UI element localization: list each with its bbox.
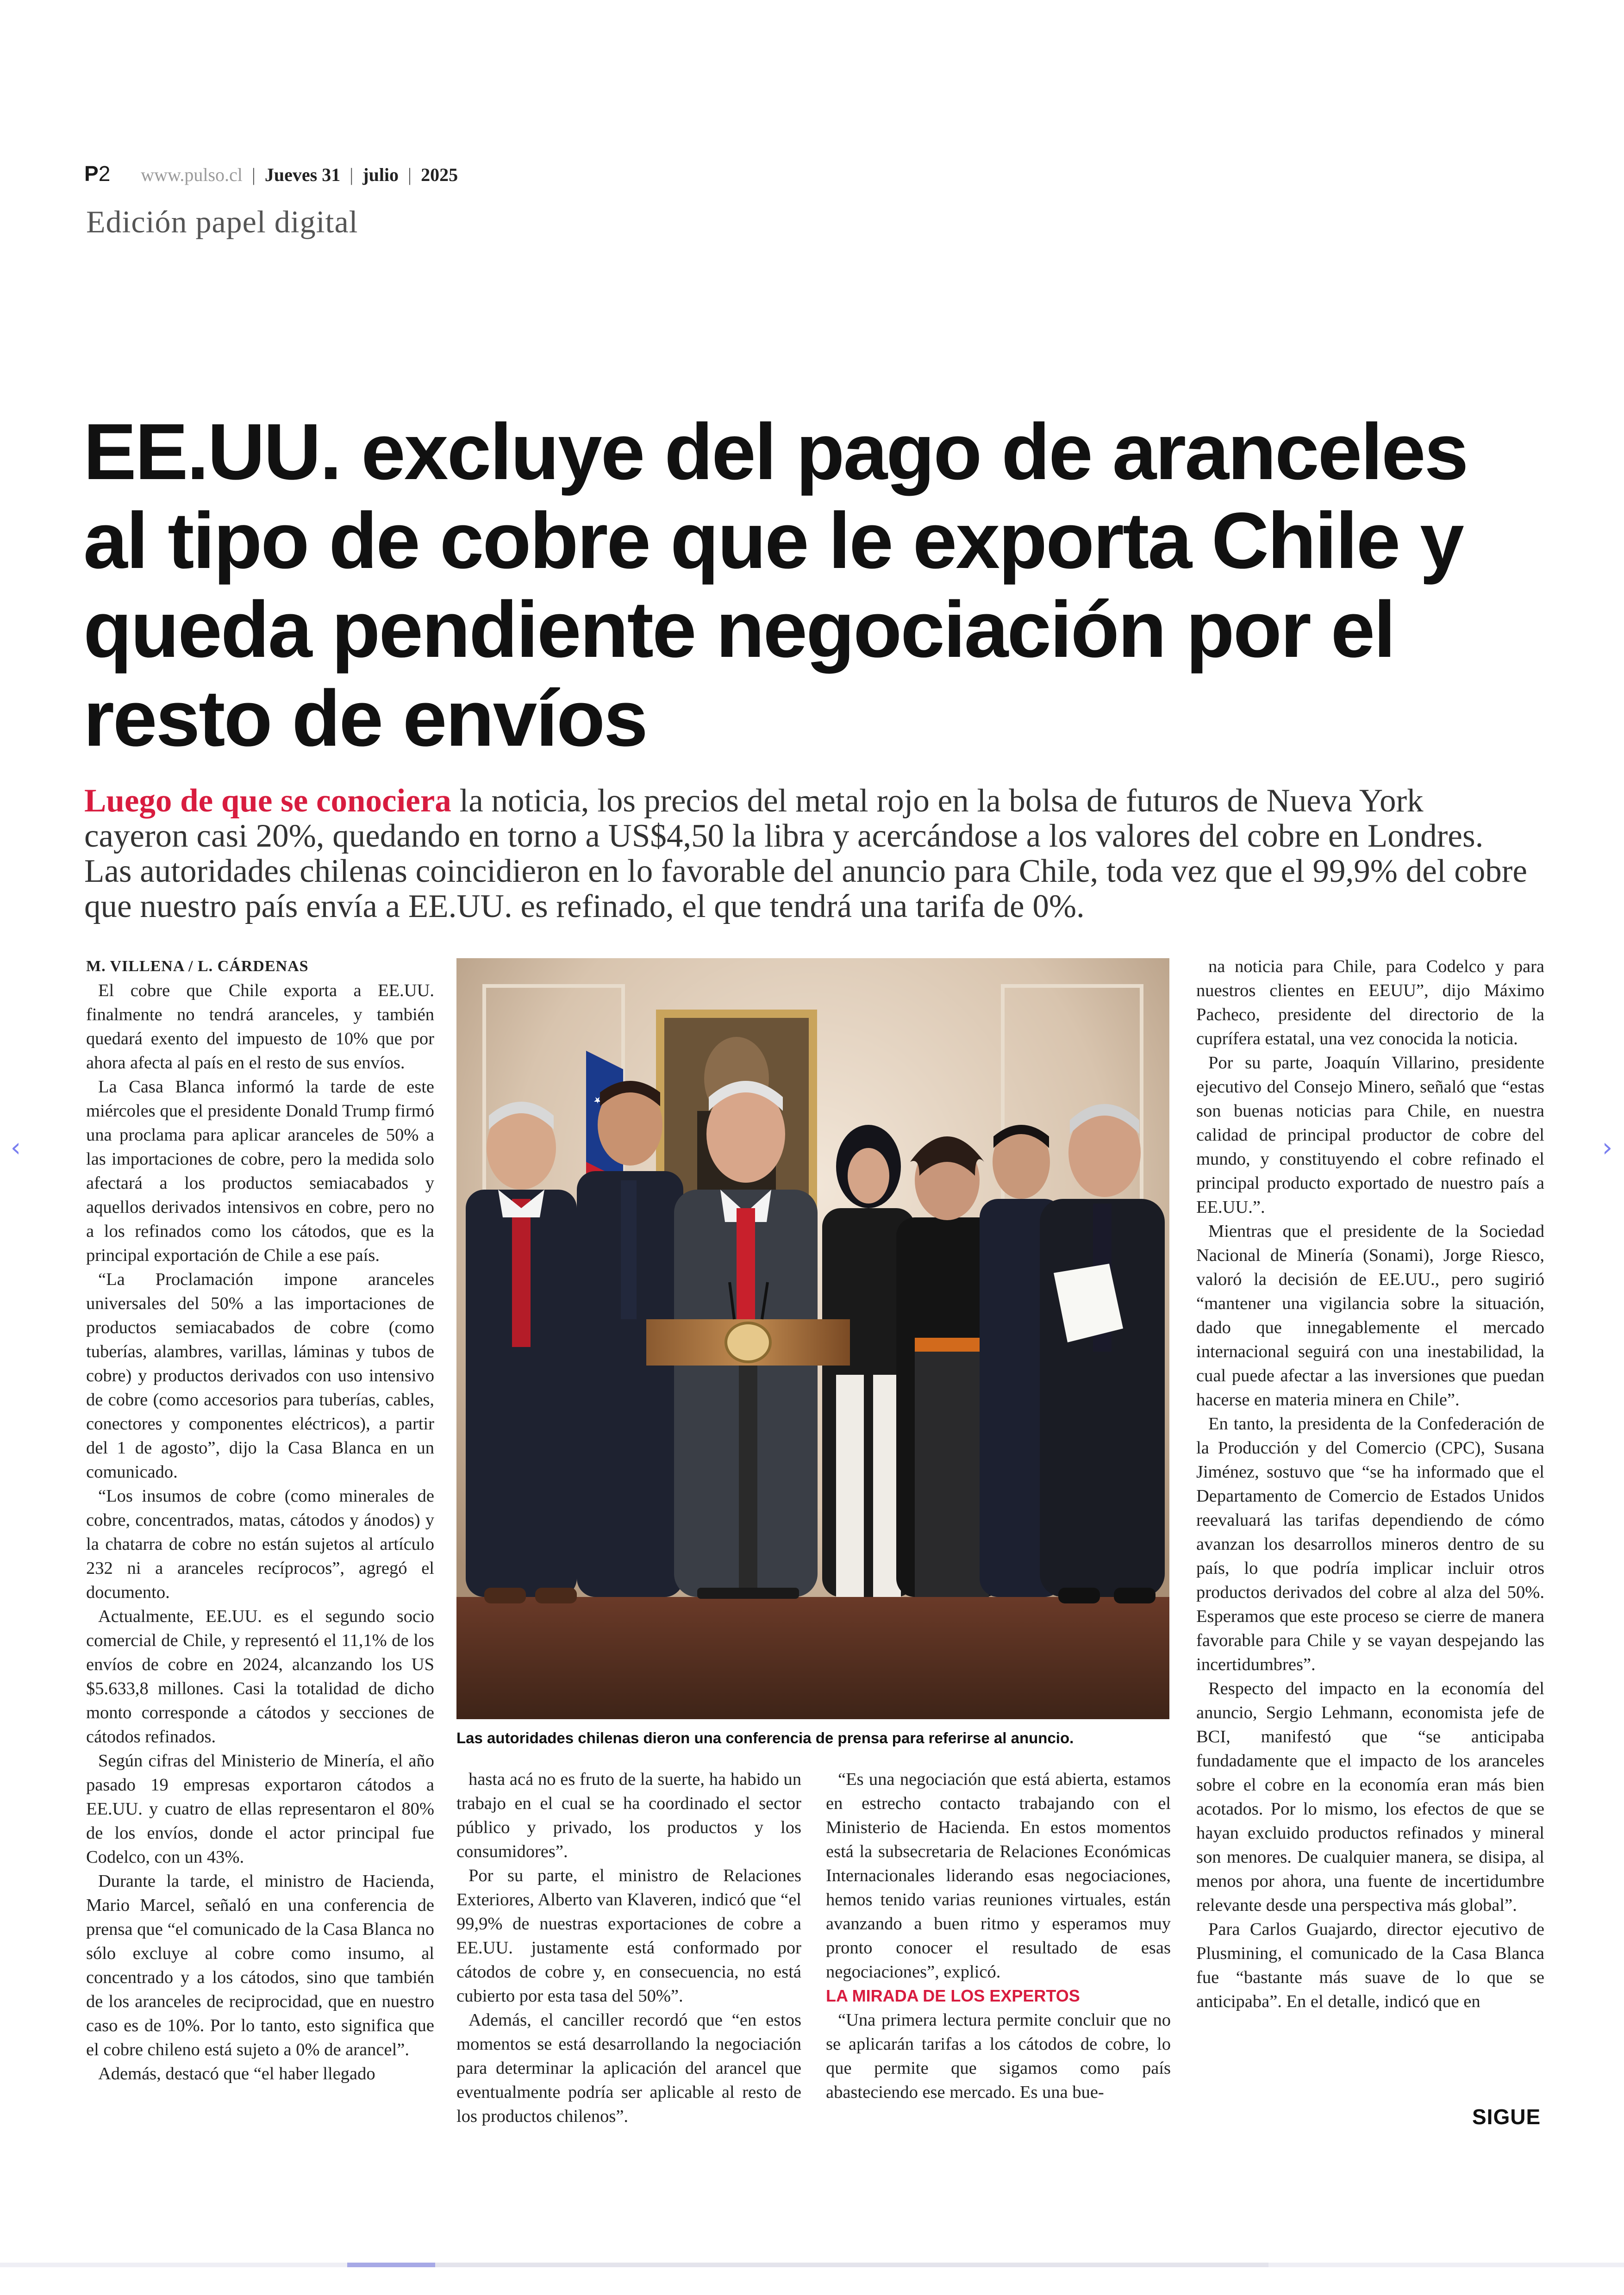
body-paragraph: Por su parte, Joaquín Villarino, presidente ejecutivo del Consejo Minero, señaló que “estas son buenas noticias para Chile, en nuestra calidad de principal productor de cobre del mundo, y constituyendo el cobre refinado el principal producto exportado de nuestro país a EE.UU.”.	[1196, 1053, 1544, 1217]
page-number: P2	[84, 162, 111, 186]
body-paragraph: En tanto, la presidenta de la Confederación de la Producción y del Comercio (CPC), Susana Jiménez, sostuvo que “se ha informado que el Departamento de Comercio de Estados Unidos reevaluará las tarifas dependiendo de cómo avanzan los desarrollos mineros dentro de su país, lo que podría implicar incluir otros productos derivados del cobre al alza del 50%. Esperamos que este proceso se cierre de manera favorable para Chile y se vayan despejando las incertidumbres”.	[1196, 1414, 1544, 1674]
edition-label: Edición papel digital	[86, 204, 358, 239]
article-lead	[84, 783, 1533, 924]
article-column-4	[1196, 954, 1544, 2014]
column-3-paragraphs	[826, 1767, 1171, 1984]
body-paragraph: Además, el canciller recordó que “en estos momentos se está desarrollando la negociación para determinar la aplicación del arancel que eventualmente podría ser aplicable al resto de los productos chilenos”.	[456, 2010, 801, 2126]
previous-page-arrow-icon[interactable]: ‹	[10, 1133, 21, 1163]
body-paragraph: Además, destacó que “el haber llegado	[98, 2064, 375, 2083]
lead-kicker: Luego de que se conociera	[84, 783, 451, 819]
column-3-expert-paragraphs	[826, 2008, 1171, 2104]
article-headline: EE.UU. excluye del pago de aranceles al tipo de cobre que le exporta Chile y queda pendiente negociación por el resto de envíos	[83, 407, 1468, 763]
body-paragraph: na noticia para Chile, para Codelco y para nuestros clientes en EEUU”, dijo Máximo Pacheco, presidente del directorio de la cuprífera estatal, una vez conocida la noticia.	[1196, 957, 1544, 1048]
section-heading: LA MIRADA DE LOS EXPERTOS	[826, 1986, 1080, 2005]
body-paragraph: Mientras que el presidente de la Sociedad Nacional de Minería (Sonami), Jorge Riesco, valoró la decisión de EE.UU., pero sugirió “mantener una vigilancia sobre la situación, dado que innegablemente el mercado internacional seguirá con una inestabilidad, la cual puede afectar a las inversiones que puedan hacerse en materia minera en Chile”.	[1196, 1222, 1544, 1409]
body-paragraph: “Los insumos de cobre (como minerales de cobre, concentrados, matas, cátodos y ánodos) y la chatarra de cobre no están sujetos al artículo 232 ni a aranceles recíprocos”, agregó el documento.	[86, 1486, 434, 1602]
page-progress-track	[435, 2263, 1268, 2267]
body-paragraph: El cobre que Chile exporta a EE.UU. finalmente no tendrá aranceles, y también quedará exento del impuesto de 10% que por ahora afecta al país en el resto de sus envíos.	[86, 981, 434, 1073]
body-paragraph: Por su parte, el ministro de Relaciones Exteriores, Alberto van Klaveren, indicó que “el 99,9% de nuestras exportaciones de cobre a EE.UU. justamente está conformado por cátodos de cobre y, en consecuencia, no está cubierto por esta tasa del 50%”.	[456, 1866, 801, 2006]
body-paragraph: Respecto del impacto en la economía del anuncio, Sergio Lehmann, economista jefe de BCI, manifestó que “se anticipaba fundadamente que el impacto de los aranceles sobre el cobre en la economía eran más bien acotados. Por lo mismo, los efectos de que se hayan excluido productos refinados y mineral son menores. De cualquier manera, se disipa, al menos por ahora, una fuente de incertidumbre relevante desde una perspectiva más global”.	[1196, 1679, 1544, 1915]
issue-month: julio	[362, 164, 399, 185]
body-paragraph: Durante la tarde, el ministro de Hacienda, Mario Marcel, señaló en una conferencia de prensa que “el comunicado de la Casa Blanca no sólo excluye al cobre como insumo, al concentrado y a los cátodos, sino que también de los aranceles de reciprocidad, que en nuestro caso es de 10%. Por lo tanto, esto significa que el cobre chileno está sujeto a 0% de arancel”.	[86, 1871, 434, 2059]
article-byline: M. VILLENA / L. CÁRDENAS	[86, 958, 309, 975]
continue-label: SIGUE	[1472, 2105, 1541, 2129]
photo-caption: Las autoridades chilenas dieron una conferencia de prensa para referirse al anuncio.	[456, 1729, 1074, 1746]
issue-year: 2025	[421, 164, 458, 185]
body-paragraph: “La Proclamación impone aranceles universales del 50% a las importaciones de productos semiacabados de cobre (como tuberías, alambres, varillas, láminas y tubos de cobre) y productos derivados con uso intensivo de cobre (como accesorios para tuberías, cables, conectores y componentes eléctricos), a partir del 1 de agosto”, dijo la Casa Blanca en un comunicado.	[86, 1270, 434, 1482]
page-progress-bar[interactable]	[0, 2263, 1624, 2267]
next-page-arrow-icon[interactable]: ›	[1602, 1133, 1613, 1163]
article-column-1	[86, 954, 434, 2086]
body-paragraph: hasta acá no es fruto de la suerte, ha habido un trabajo en el cual se ha coordinado el sector público y privado, los productos y los consumidores”.	[456, 1770, 801, 1861]
body-paragraph: Según cifras del Ministerio de Minería, el año pasado 19 empresas exportaron cátodos a EE.UU. y cuatro de ellas representaron el 80% de los envíos, donde el actor principal fue Codelco, con un 43%.	[86, 1751, 434, 1867]
body-paragraph: Actualmente, EE.UU. es el segundo socio comercial de Chile, y representó el 11,1% de los envíos de cobre en 2024, alcanzando los US $5.633,8 millones. Casi la totalidad de dicho monto corresponde a cátodos y secciones de cátodos refinados.	[86, 1607, 434, 1746]
body-paragraph: “Una primera lectura permite concluir que no se aplicarán tarifas a los cátodos de cobre, lo que permite que sigamos como país abasteciendo ese mercado. Es una bue-	[826, 2010, 1171, 2102]
page-header: P2 www.pulso.cl | Jueves 31 | julio | 2025	[84, 162, 458, 186]
body-paragraph: “Es una negociación que está abierta, estamos en estrecho contacto trabajando con el Ministerio de Hacienda. En estos momentos está la subsecretaria de Relaciones Económicas Internacionales liderando esas negociaciones, hemos tenido varias reuniones virtuales, están avanzando a buen ritmo y esperamos muy pronto conocer el resultado de esas negociaciones”, explicó.	[826, 1770, 1171, 1982]
article-column-3	[826, 1767, 1171, 2104]
body-paragraph: Para Carlos Guajardo, director ejecutivo de Plusmining, el comunicado de la Casa Blanca fue “bastante más suave de lo que se anticipaba”. En el detalle, indicó que en	[1196, 1920, 1544, 2011]
lead-text: la noticia, los precios del metal rojo en la bolsa de futuros de Nueva York cayeron casi 20%, quedando en torno a US$4,50 la libra y acercándose a los valores del cobre en Londres. Las autoridades chilenas coincidieron en lo favorable del anuncio para Chile, toda vez que el 99,9% del cobre que nuestro país envía a EE.UU. es refinado, el que tendrá una tarifa de 0%.	[84, 783, 1527, 924]
press-conference-photo	[456, 958, 1169, 1719]
body-paragraph: La Casa Blanca informó la tarde de este miércoles que el presidente Donald Trump firmó una proclama para aplicar aranceles de 50% a las importaciones de cobre, pero la medida solo afectará a los productos semiacabados y aquellos derivados intensivos en cobre, pero no a los refinados como los cátodos, que es la principal exportación de Chile a ese país.	[86, 1077, 434, 1265]
page-progress-fill	[347, 2263, 444, 2267]
article-column-2	[456, 1767, 801, 2128]
column-1-paragraphs	[86, 979, 434, 2086]
site-url[interactable]: www.pulso.cl	[141, 164, 243, 185]
issue-day: Jueves 31	[264, 164, 341, 185]
